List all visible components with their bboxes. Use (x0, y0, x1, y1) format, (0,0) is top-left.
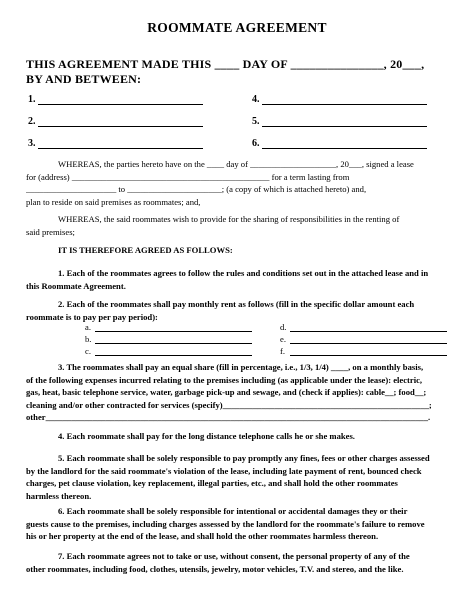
party-number-4: 4. (252, 94, 260, 105)
clause2-line1: 2. Each of the roommates shall pay monthly rent as follows (fill in the specific dollar amount each (58, 299, 415, 309)
whereas1-line4: plan to reside on said premises as roommates; and, (26, 196, 201, 207)
clause3-line3: gas, heat, basic telephone service, water, garbage pick-up and sewage, and (check if applies): cable__; food__; (26, 387, 427, 398)
clause1-line2: this Roommate Agreement. (26, 280, 126, 291)
whereas1-line2: for (address) ______________________________________________ for a term lasting from (26, 171, 350, 182)
whereas2-line2: said premises; (26, 226, 75, 237)
party-line-4[interactable] (262, 104, 427, 105)
whereas1-line3: _____________________ to ______________________; (a copy of which is attached hereto) and, (26, 184, 367, 195)
heading-line1: THIS AGREEMENT MADE THIS ____ DAY OF _______________, 20___, (26, 57, 425, 71)
clause3-line2: of the following expenses incurred relating to the premises including (as applicable under the lease): electric, (26, 374, 423, 385)
clause5-line4: harmless thereon. (26, 490, 92, 501)
clause3-line5: other_________________________________________________________________________________________. (26, 412, 431, 423)
clause7-line2: other roommates, including food, clothes, utensils, jewelry, motor vehicles, T.V. and stereo, and the like. (26, 563, 404, 574)
clause5-line1: 5. Each roommate shall be solely responsible to pay promptly any fines, fees or other charges assessed (58, 453, 430, 463)
clause6-line2: guests cause to the premises, including charges assessed by the landlord for the roommate's failure to remove (26, 518, 425, 529)
clause6-line1: 6. Each roommate shall be solely responsible for intentional or accidental damages they or their (58, 506, 408, 516)
rent-line-a[interactable] (95, 331, 252, 332)
rent-label-f: f. (280, 346, 286, 356)
party-number-6: 6. (252, 138, 260, 149)
rent-line-b[interactable] (95, 343, 252, 344)
party-number-1: 1. (28, 94, 36, 105)
whereas-lease-paragraph (26, 158, 448, 208)
clause-1 (26, 267, 448, 292)
party-line-3[interactable] (38, 148, 203, 149)
party-line-5[interactable] (262, 126, 427, 127)
clause-5 (26, 452, 448, 502)
party-line-2[interactable] (38, 126, 203, 127)
clause-6 (26, 505, 448, 543)
agreed-heading: IT IS THEREFORE AGREED AS FOLLOWS: (58, 245, 233, 255)
whereas2-line1: WHEREAS, the said roommates wish to provide for the sharing of responsibilities in the renting of (58, 214, 400, 224)
clause1-line1: 1. Each of the roommates agrees to follow the rules and conditions set out in the attached lease and in (58, 268, 429, 278)
rent-line-f[interactable] (290, 355, 447, 356)
clause5-line3: charges, pet clause violation, key replacement, illegal parties, etc., and shall hold the other roommates (26, 478, 398, 489)
clause-7 (26, 550, 448, 575)
rent-line-e[interactable] (290, 343, 447, 344)
rent-label-c: c. (85, 346, 91, 356)
rent-line-d[interactable] (290, 331, 447, 332)
clause7-line1: 7. Each roommate agrees not to take or use, without consent, the personal property of any of the (58, 551, 410, 561)
whereas1-line1: WHEREAS, the parties hereto have on the ____ day of ____________________, 20___, signed a lease (58, 159, 414, 169)
party-line-1[interactable] (38, 104, 203, 105)
clause-4: 4. Each roommate shall pay for the long distance telephone calls he or she makes. (58, 431, 355, 441)
clause-3 (26, 361, 448, 424)
whereas-sharing-paragraph (26, 213, 448, 238)
clause3-line1: 3. The roommates shall pay an equal share (fill in percentage, i.e., 1/3, 1/4) ____, on a monthly basis, (58, 362, 424, 372)
clause6-line3: his or her property at the end of the lease, and shall hold the other roommates harmless thereon. (26, 531, 379, 542)
rent-label-d: d. (280, 322, 287, 332)
party-number-2: 2. (28, 116, 36, 127)
document-title: ROOMMATE AGREEMENT (147, 20, 327, 35)
clause3-line4: cleaning and/or other contracted for services (specify)________________________________________________; (26, 399, 432, 410)
rent-label-e: e. (280, 334, 286, 344)
rent-label-a: a. (85, 322, 91, 332)
clause5-line2: by the landlord for the said roommate's violation of the lease, including late payment of rent, bounced check (26, 465, 422, 476)
rent-line-c[interactable] (95, 355, 252, 356)
clause-2 (26, 298, 448, 323)
rent-label-b: b. (85, 334, 92, 344)
heading-line2: BY AND BETWEEN: (26, 72, 142, 86)
party-number-3: 3. (28, 138, 36, 149)
party-number-5: 5. (252, 116, 260, 127)
party-line-6[interactable] (262, 148, 427, 149)
clause2-line2: roommate is to pay per pay period): (26, 311, 158, 322)
